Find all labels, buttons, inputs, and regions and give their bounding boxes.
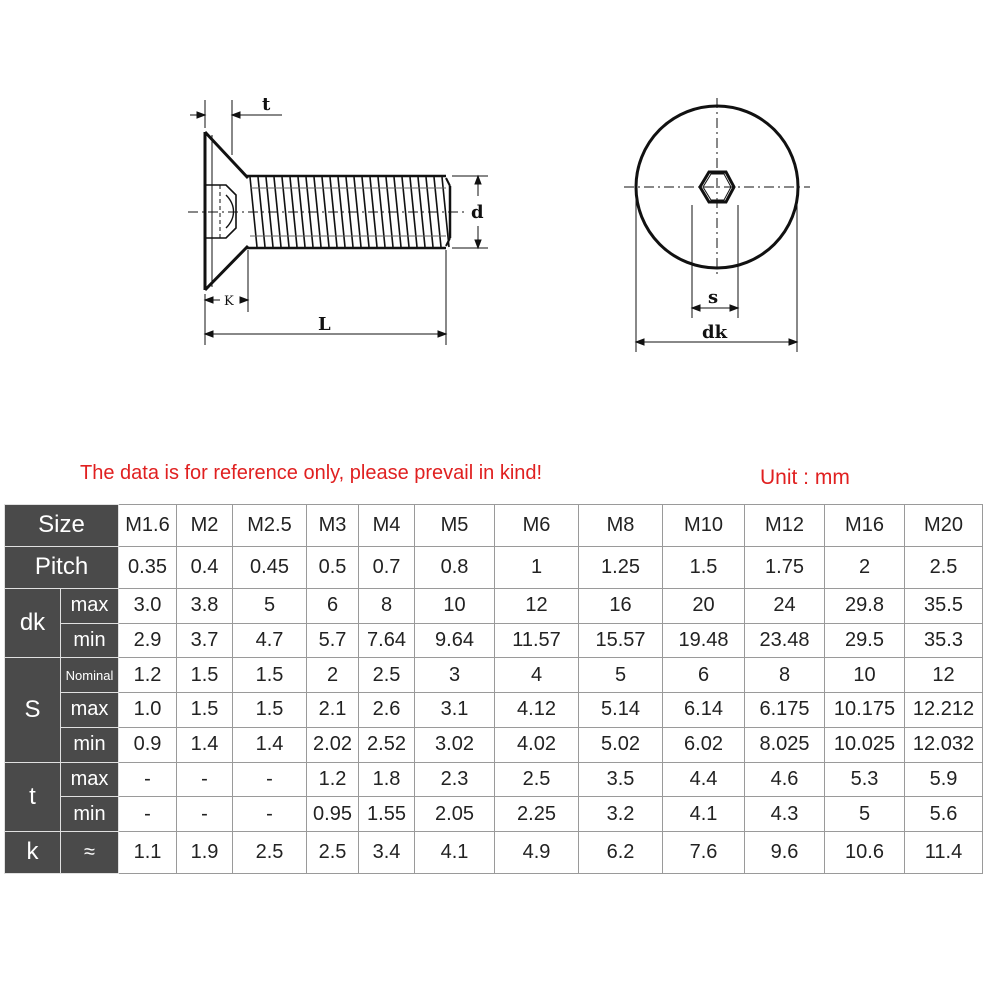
table-row bbox=[5, 727, 983, 762]
dk-min-label: min bbox=[61, 623, 119, 658]
size-cell: M2 bbox=[177, 505, 233, 547]
s-nominal-cell: 1.5 bbox=[233, 658, 307, 693]
k-cell: 2.5 bbox=[233, 831, 307, 873]
s-max-cell: 2.1 bbox=[307, 693, 359, 728]
size-cell: M6 bbox=[495, 505, 579, 547]
pitch-cell: 0.4 bbox=[177, 546, 233, 588]
dk-min-cell: 7.64 bbox=[359, 623, 415, 658]
size-cell: M3 bbox=[307, 505, 359, 547]
dk-min-cell: 29.5 bbox=[825, 623, 905, 658]
size-cell: M10 bbox=[663, 505, 745, 547]
size-cell: M4 bbox=[359, 505, 415, 547]
unit-note: Unit : mm bbox=[760, 466, 850, 489]
top-view bbox=[624, 98, 810, 352]
pitch-cell: 0.35 bbox=[119, 546, 177, 588]
s-max-cell: 6.175 bbox=[745, 693, 825, 728]
t-label: t bbox=[5, 762, 61, 831]
dk-min-cell: 2.9 bbox=[119, 623, 177, 658]
table-row bbox=[5, 693, 983, 728]
s-max-cell: 1.5 bbox=[233, 693, 307, 728]
k-cell: 4.9 bbox=[495, 831, 579, 873]
table-row bbox=[5, 505, 983, 547]
dk-min-cell: 3.7 bbox=[177, 623, 233, 658]
s-max-cell: 1.0 bbox=[119, 693, 177, 728]
s-max-cell: 6.14 bbox=[663, 693, 745, 728]
dk-max-cell: 24 bbox=[745, 588, 825, 623]
s-min-cell: 12.032 bbox=[905, 727, 983, 762]
s-min-cell: 8.025 bbox=[745, 727, 825, 762]
dk-min-cell: 5.7 bbox=[307, 623, 359, 658]
k-cell: 11.4 bbox=[905, 831, 983, 873]
k-cell: 6.2 bbox=[579, 831, 663, 873]
pitch-cell: 1.5 bbox=[663, 546, 745, 588]
s-max-cell: 2.6 bbox=[359, 693, 415, 728]
t-max-label: max bbox=[61, 762, 119, 797]
pitch-cell: 0.8 bbox=[415, 546, 495, 588]
s-max-cell: 1.5 bbox=[177, 693, 233, 728]
s-min-cell: 1.4 bbox=[177, 727, 233, 762]
dk-max-cell: 8 bbox=[359, 588, 415, 623]
s-min-cell: 1.4 bbox=[233, 727, 307, 762]
l-label: L bbox=[318, 314, 331, 335]
t-label: t bbox=[262, 94, 271, 115]
t-min-cell: 5 bbox=[825, 797, 905, 832]
s-nominal-cell: 12 bbox=[905, 658, 983, 693]
s-nominal-cell: 5 bbox=[579, 658, 663, 693]
k-cell: 2.5 bbox=[307, 831, 359, 873]
size-cell: M8 bbox=[579, 505, 663, 547]
screw-drawing bbox=[0, 0, 1000, 440]
t-max-cell: 1.8 bbox=[359, 762, 415, 797]
s-label: S bbox=[5, 658, 61, 762]
s-min-cell: 0.9 bbox=[119, 727, 177, 762]
dk-max-cell: 12 bbox=[495, 588, 579, 623]
s-max-cell: 3.1 bbox=[415, 693, 495, 728]
dk-min-cell: 9.64 bbox=[415, 623, 495, 658]
k-cell: 3.4 bbox=[359, 831, 415, 873]
t-max-cell: - bbox=[177, 762, 233, 797]
k-cell: 9.6 bbox=[745, 831, 825, 873]
dk-max-cell: 35.5 bbox=[905, 588, 983, 623]
s-max-cell: 4.12 bbox=[495, 693, 579, 728]
k-cell: 10.6 bbox=[825, 831, 905, 873]
t-max-cell: 4.4 bbox=[663, 762, 745, 797]
s-nominal-cell: 3 bbox=[415, 658, 495, 693]
t-min-cell: - bbox=[119, 797, 177, 832]
s-min-cell: 5.02 bbox=[579, 727, 663, 762]
dk-min-cell: 19.48 bbox=[663, 623, 745, 658]
dk-min-cell: 11.57 bbox=[495, 623, 579, 658]
d-label: d bbox=[471, 202, 484, 223]
t-max-cell: - bbox=[119, 762, 177, 797]
dk-max-cell: 16 bbox=[579, 588, 663, 623]
t-min-cell: 1.55 bbox=[359, 797, 415, 832]
dk-max-cell: 5 bbox=[233, 588, 307, 623]
t-min-label: min bbox=[61, 797, 119, 832]
s-nominal-cell: 6 bbox=[663, 658, 745, 693]
pitch-cell: 1.25 bbox=[579, 546, 663, 588]
s-nominal-cell: 8 bbox=[745, 658, 825, 693]
dk-max-label: max bbox=[61, 588, 119, 623]
t-max-cell: 1.2 bbox=[307, 762, 359, 797]
s-nominal-cell: 10 bbox=[825, 658, 905, 693]
s-nominal-cell: 1.5 bbox=[177, 658, 233, 693]
s-nominal-cell: 4 bbox=[495, 658, 579, 693]
t-min-cell: 2.05 bbox=[415, 797, 495, 832]
s-max-cell: 12.212 bbox=[905, 693, 983, 728]
t-min-cell: - bbox=[177, 797, 233, 832]
t-min-cell: 4.3 bbox=[745, 797, 825, 832]
dk-min-cell: 35.3 bbox=[905, 623, 983, 658]
t-max-cell: - bbox=[233, 762, 307, 797]
s-max-label: max bbox=[61, 693, 119, 728]
table-row bbox=[5, 623, 983, 658]
pitch-cell: 0.7 bbox=[359, 546, 415, 588]
s-min-cell: 4.02 bbox=[495, 727, 579, 762]
dk-label: dk bbox=[702, 322, 728, 343]
t-min-cell: 3.2 bbox=[579, 797, 663, 832]
dk-max-cell: 6 bbox=[307, 588, 359, 623]
spec-table bbox=[4, 504, 983, 874]
pitch-cell: 1 bbox=[495, 546, 579, 588]
s-nominal-label: Nominal bbox=[61, 658, 119, 693]
s-min-cell: 6.02 bbox=[663, 727, 745, 762]
pitch-cell: 2.5 bbox=[905, 546, 983, 588]
k-label: k bbox=[5, 831, 61, 873]
dk-label: dk bbox=[5, 588, 61, 657]
s-min-cell: 2.52 bbox=[359, 727, 415, 762]
table-row bbox=[5, 546, 983, 588]
size-label: Size bbox=[5, 505, 119, 547]
s-nominal-cell: 2 bbox=[307, 658, 359, 693]
dk-max-cell: 10 bbox=[415, 588, 495, 623]
pitch-label: Pitch bbox=[5, 546, 119, 588]
s-min-label: min bbox=[61, 727, 119, 762]
dk-max-cell: 20 bbox=[663, 588, 745, 623]
size-cell: M1.6 bbox=[119, 505, 177, 547]
t-max-cell: 4.6 bbox=[745, 762, 825, 797]
s-min-cell: 10.025 bbox=[825, 727, 905, 762]
pitch-cell: 0.5 bbox=[307, 546, 359, 588]
k-cell: 4.1 bbox=[415, 831, 495, 873]
t-min-cell: 4.1 bbox=[663, 797, 745, 832]
table-row bbox=[5, 658, 983, 693]
size-cell: M20 bbox=[905, 505, 983, 547]
t-max-cell: 2.3 bbox=[415, 762, 495, 797]
t-min-cell: 2.25 bbox=[495, 797, 579, 832]
dk-min-cell: 4.7 bbox=[233, 623, 307, 658]
dk-max-cell: 3.0 bbox=[119, 588, 177, 623]
size-cell: M12 bbox=[745, 505, 825, 547]
t-max-cell: 2.5 bbox=[495, 762, 579, 797]
table-row bbox=[5, 762, 983, 797]
t-min-cell: 5.6 bbox=[905, 797, 983, 832]
k-cell: 7.6 bbox=[663, 831, 745, 873]
pitch-cell: 2 bbox=[825, 546, 905, 588]
dk-max-cell: 3.8 bbox=[177, 588, 233, 623]
countersunk-head bbox=[205, 132, 248, 290]
size-cell: M5 bbox=[415, 505, 495, 547]
t-min-cell: 0.95 bbox=[307, 797, 359, 832]
table-row bbox=[5, 797, 983, 832]
k-cell: 1.1 bbox=[119, 831, 177, 873]
t-max-cell: 3.5 bbox=[579, 762, 663, 797]
pitch-cell: 1.75 bbox=[745, 546, 825, 588]
s-min-cell: 2.02 bbox=[307, 727, 359, 762]
dk-max-cell: 29.8 bbox=[825, 588, 905, 623]
s-max-cell: 5.14 bbox=[579, 693, 663, 728]
s-label: s bbox=[708, 287, 719, 308]
dk-min-cell: 15.57 bbox=[579, 623, 663, 658]
pitch-cell: 0.45 bbox=[233, 546, 307, 588]
s-nominal-cell: 1.2 bbox=[119, 658, 177, 693]
size-cell: M16 bbox=[825, 505, 905, 547]
s-nominal-cell: 2.5 bbox=[359, 658, 415, 693]
reference-note: The data is for reference only, please prevail in kind! bbox=[80, 462, 543, 484]
table-row bbox=[5, 831, 983, 873]
size-cell: M2.5 bbox=[233, 505, 307, 547]
table-row bbox=[5, 588, 983, 623]
s-min-cell: 3.02 bbox=[415, 727, 495, 762]
k-approx-label: ≈ bbox=[61, 831, 119, 873]
t-max-cell: 5.9 bbox=[905, 762, 983, 797]
dk-min-cell: 23.48 bbox=[745, 623, 825, 658]
k-cell: 1.9 bbox=[177, 831, 233, 873]
k-label: K bbox=[224, 294, 234, 309]
t-max-cell: 5.3 bbox=[825, 762, 905, 797]
t-min-cell: - bbox=[233, 797, 307, 832]
s-max-cell: 10.175 bbox=[825, 693, 905, 728]
